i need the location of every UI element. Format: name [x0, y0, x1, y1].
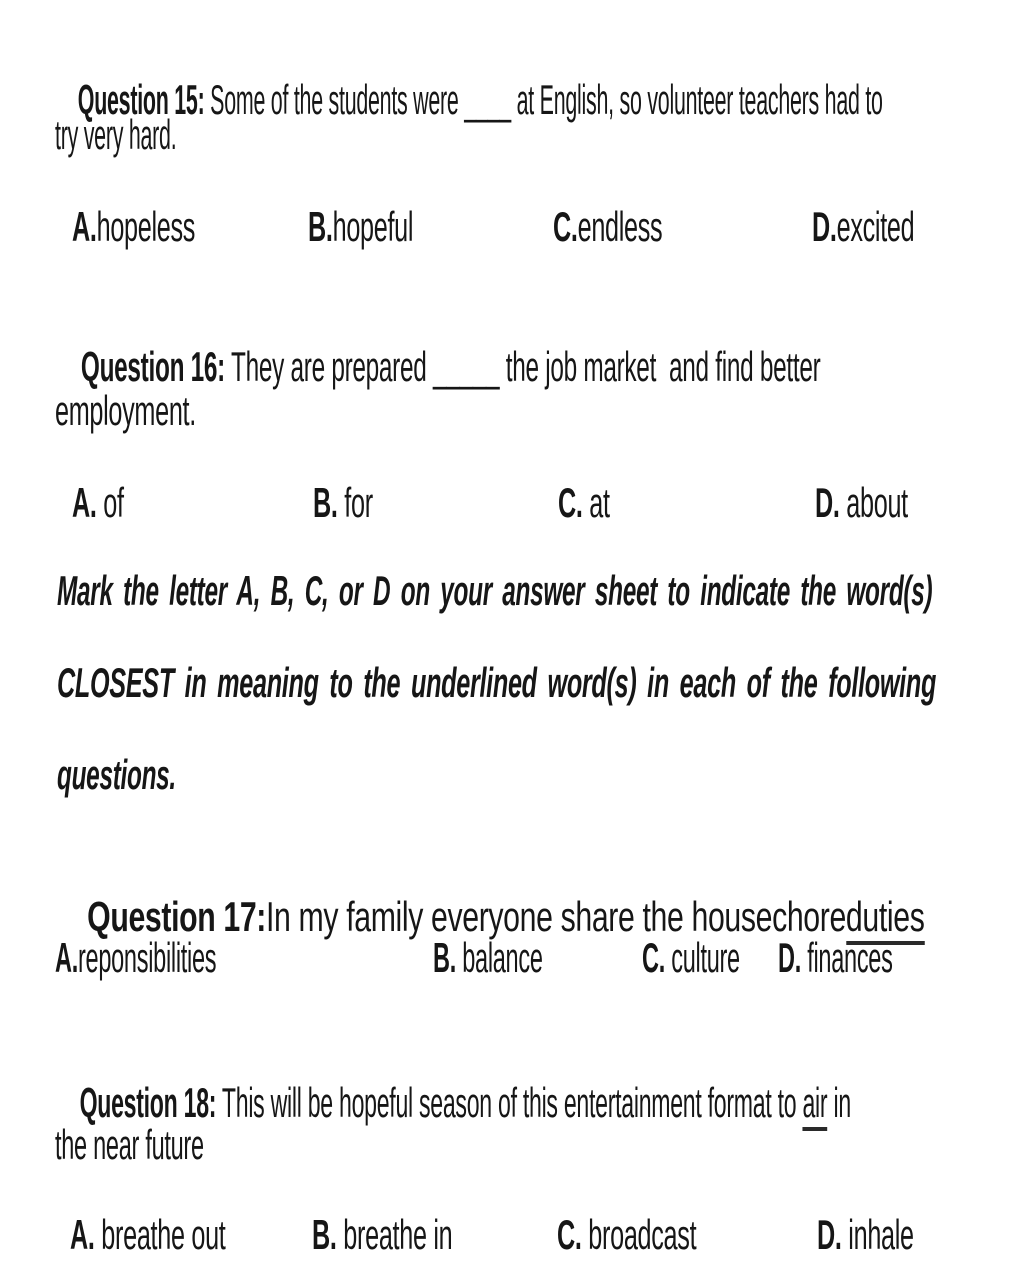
option-letter: D.: [778, 934, 801, 981]
question-18-text-before: This will be hopeful season of this entertainment format to: [216, 1079, 803, 1127]
option-letter: C.: [558, 479, 583, 526]
question-18-options: [0, 1210, 1024, 1274]
question-18-option-b: [312, 1210, 452, 1260]
question-15-options: [0, 202, 1024, 266]
option-text: endless: [577, 203, 663, 250]
option-text: culture: [664, 934, 740, 981]
question-18-line-2: the near future: [55, 1121, 204, 1168]
question-15-option-a: [72, 202, 195, 252]
question-18-option-d: [817, 1210, 914, 1260]
question-15-option-d: [812, 202, 914, 252]
instruction-line-3: questions.: [57, 751, 176, 798]
option-letter: C.: [642, 934, 665, 981]
question-17-option-b: [433, 933, 543, 983]
question-16-option-b: [313, 478, 373, 528]
question-16-option-c: [558, 478, 610, 528]
question-18-label: Question 18:: [79, 1079, 217, 1127]
option-letter: B.: [433, 934, 456, 981]
option-text: balance: [455, 934, 543, 981]
question-18-option-c: [557, 1210, 696, 1260]
option-letter: B.: [312, 1211, 337, 1258]
option-text: breathe in: [336, 1211, 453, 1258]
option-text: breathe out: [94, 1211, 226, 1258]
question-16-options: [0, 478, 1024, 542]
option-letter: D.: [812, 203, 837, 250]
question-16-line-2: employment.: [55, 387, 196, 434]
option-letter: D.: [815, 479, 840, 526]
option-letter: A.: [70, 1211, 95, 1258]
option-text: hopeful: [332, 203, 414, 250]
instruction-line-2: CLOSEST in meaning to the underlined word(s) in each of the following: [57, 659, 937, 706]
option-text: excited: [836, 203, 915, 250]
question-17-options: [0, 933, 1024, 997]
option-text: for: [337, 479, 373, 526]
option-letter: C.: [557, 1211, 582, 1258]
question-17-label: Question 17:: [87, 893, 267, 941]
option-letter: D.: [817, 1211, 842, 1258]
instruction-line-1: Mark the letter A, B, C, or D on your answer sheet to indicate the word(s): [57, 567, 933, 614]
question-15-line-1: [55, 25, 883, 176]
question-15-option-b: [308, 202, 413, 252]
option-text: broadcast: [581, 1211, 697, 1258]
question-17-option-c: [642, 933, 740, 983]
option-letter: A.: [72, 203, 97, 250]
option-text: of: [96, 479, 124, 526]
question-15-line-2: try very hard.: [55, 111, 177, 158]
question-17-text-before: In my family everyone share the housechore: [266, 893, 846, 941]
question-15-label: Question 15:: [77, 76, 205, 124]
option-text: hopeless: [96, 203, 196, 250]
question-18-option-a: [70, 1210, 226, 1260]
question-17-underlined-word: duties: [846, 893, 925, 945]
option-text: reponsibilities: [77, 934, 217, 981]
question-15-option-c: [553, 202, 662, 252]
question-17-option-d: [778, 933, 893, 983]
option-text: about: [839, 479, 908, 526]
option-text: finances: [800, 934, 893, 981]
question-15-text: Some of the students were ____ at English, so volunteer teachers had to: [204, 76, 883, 124]
question-18-text-after: in: [827, 1079, 851, 1127]
option-letter: B.: [308, 203, 333, 250]
option-text: inhale: [841, 1211, 914, 1258]
question-16-option-a: [72, 478, 124, 528]
question-16-option-d: [815, 478, 908, 528]
option-text: at: [582, 479, 610, 526]
question-17-option-a: [55, 933, 216, 983]
option-letter: B.: [313, 479, 338, 526]
question-16-label: Question 16:: [80, 343, 225, 391]
question-18-underlined-word: air: [802, 1079, 827, 1131]
option-letter: C.: [553, 203, 578, 250]
option-letter: A.: [55, 934, 78, 981]
question-16-text: They are prepared _____ the job market and find better: [224, 343, 821, 391]
option-letter: A.: [72, 479, 97, 526]
